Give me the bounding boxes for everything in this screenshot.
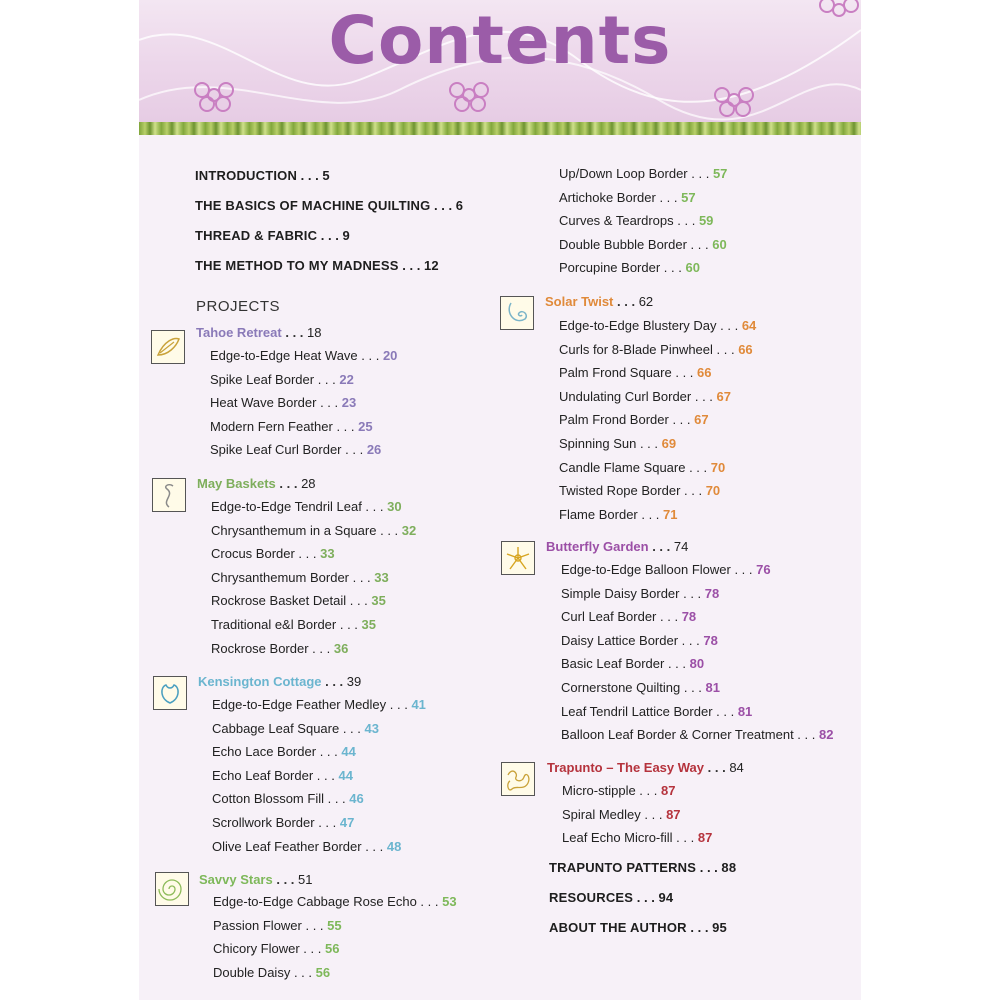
toc-entry[interactable] bbox=[212, 744, 356, 759]
toc-entry-leader: . . . bbox=[376, 523, 402, 538]
toc-entry-leader: . . . bbox=[314, 815, 340, 830]
section-title[interactable] bbox=[196, 325, 322, 340]
toc-entry-leader: . . . bbox=[314, 372, 340, 387]
toc-entry-label: Heat Wave Border bbox=[210, 395, 317, 410]
toc-entry-label: Porcupine Border bbox=[559, 260, 661, 275]
toc-entry-label: Double Bubble Border bbox=[559, 237, 687, 252]
toc-entry-leader: . . . bbox=[386, 697, 412, 712]
toc-entry-label: Curl Leaf Border bbox=[561, 609, 657, 624]
section-title-leader: . . . bbox=[281, 325, 308, 340]
toc-entry-page-number: 44 bbox=[341, 744, 356, 759]
toc-entry-page-number: 81 bbox=[737, 704, 753, 719]
toc-entry[interactable] bbox=[559, 365, 712, 380]
toc-entry-page-number: 87 bbox=[697, 830, 713, 845]
toc-entry[interactable] bbox=[213, 941, 339, 956]
contents-page bbox=[139, 0, 861, 1000]
toc-top-item-label: INTRODUCTION bbox=[195, 168, 298, 183]
section-title-page-number: 62 bbox=[638, 294, 654, 309]
toc-entry-label: Cabbage Leaf Square bbox=[212, 721, 340, 736]
toc-entry-page-number: 41 bbox=[411, 697, 426, 712]
toc-entry-label: Chrysanthemum in a Square bbox=[211, 523, 377, 538]
toc-entry-leader: . . . bbox=[656, 609, 682, 624]
toc-entry-leader: . . . bbox=[672, 830, 698, 845]
toc-entry-page-number: 43 bbox=[364, 721, 379, 736]
toc-entry[interactable] bbox=[210, 348, 397, 363]
toc-entry-label: Rockrose Border bbox=[211, 641, 309, 656]
toc-end-item-label: RESOURCES bbox=[549, 890, 634, 905]
toc-entry-leader: . . . bbox=[687, 166, 713, 181]
toc-entry-leader: . . . bbox=[671, 365, 698, 380]
section-title[interactable] bbox=[197, 476, 316, 491]
toc-entry-label: Leaf Tendril Lattice Border bbox=[561, 704, 713, 719]
toc-entry[interactable] bbox=[210, 372, 354, 387]
toc-entry-leader: . . . bbox=[635, 783, 661, 798]
toc-end-item[interactable] bbox=[549, 890, 673, 905]
toc-entry-label: Edge-to-Edge Cabbage Rose Echo bbox=[213, 894, 417, 909]
toc-entry-page-number: 33 bbox=[374, 570, 389, 585]
toc-entry-page-number: 44 bbox=[338, 768, 353, 783]
toc-entry-page-number: 70 bbox=[705, 483, 721, 498]
toc-entry[interactable] bbox=[559, 190, 696, 205]
toc-entry-page-number: 22 bbox=[339, 372, 354, 387]
toc-entry-leader: . . . bbox=[637, 507, 664, 522]
toc-entry-page-number: 48 bbox=[386, 839, 402, 854]
toc-entry-leader: . . . bbox=[673, 213, 699, 228]
section-title-page-number: 51 bbox=[298, 872, 313, 887]
toc-entry-leader: . . . bbox=[313, 768, 339, 783]
toc-entry-label: Echo Lace Border bbox=[212, 744, 317, 759]
toc-entry-leader: . . . bbox=[361, 839, 387, 854]
toc-entry-label: Artichoke Border bbox=[559, 190, 656, 205]
toc-entry-label: Up/Down Loop Border bbox=[559, 166, 688, 181]
toc-entry[interactable] bbox=[212, 791, 364, 806]
toc-entry[interactable] bbox=[561, 633, 718, 648]
section-thumbnail-spiral-rose-icon bbox=[155, 872, 189, 906]
toc-end-item-label: TRAPUNTO PATTERNS bbox=[549, 860, 697, 875]
toc-entry-leader: . . . bbox=[294, 546, 321, 561]
toc-entry[interactable] bbox=[559, 389, 731, 404]
toc-entry[interactable] bbox=[559, 436, 676, 451]
section-title[interactable] bbox=[546, 539, 688, 554]
toc-entry-leader: . . . bbox=[679, 586, 705, 601]
toc-entry-page-number: 87 bbox=[660, 783, 676, 798]
toc-entry[interactable] bbox=[561, 704, 752, 719]
toc-entry-label: Passion Flower bbox=[213, 918, 302, 933]
toc-entry[interactable] bbox=[561, 609, 696, 624]
toc-top-item-label: THE METHOD TO MY MADNESS bbox=[195, 258, 399, 273]
toc-entry-label: Olive Leaf Feather Border bbox=[212, 839, 362, 854]
toc-top-item-leader: . . . bbox=[297, 168, 323, 183]
toc-entry-page-number: 20 bbox=[382, 348, 398, 363]
toc-entry[interactable] bbox=[211, 523, 416, 538]
toc-entry-leader: . . . bbox=[336, 617, 362, 632]
toc-entry-label: Flame Border bbox=[559, 507, 638, 522]
toc-entry-page-number: 59 bbox=[698, 213, 714, 228]
toc-entry-leader: . . . bbox=[299, 941, 325, 956]
toc-entry-label: Simple Daisy Border bbox=[561, 586, 680, 601]
toc-entry[interactable] bbox=[559, 166, 727, 181]
toc-top-item-label: THREAD & FABRIC bbox=[195, 228, 318, 243]
toc-top-item[interactable] bbox=[195, 228, 350, 243]
toc-entry[interactable] bbox=[213, 918, 342, 933]
section-thumbnail-lily-flower-icon bbox=[501, 541, 535, 575]
toc-entry[interactable] bbox=[210, 442, 381, 457]
toc-entry-label: Edge-to-Edge Tendril Leaf bbox=[211, 499, 362, 514]
toc-entry-leader: . . . bbox=[686, 237, 713, 252]
toc-entry-label: Cotton Blossom Fill bbox=[212, 791, 324, 806]
toc-end-item[interactable] bbox=[549, 860, 736, 875]
toc-entry[interactable] bbox=[559, 213, 713, 228]
toc-entry-leader: . . . bbox=[678, 633, 704, 648]
toc-entry-leader: . . . bbox=[636, 436, 662, 451]
section-title-label: Butterfly Garden bbox=[546, 539, 649, 554]
toc-entry[interactable] bbox=[212, 721, 379, 736]
toc-entry-page-number: 46 bbox=[349, 791, 364, 806]
toc-end-item-label: ABOUT THE AUTHOR bbox=[549, 920, 687, 935]
section-title-leader: . . . bbox=[275, 476, 302, 491]
toc-entry-page-number: 56 bbox=[324, 941, 340, 956]
toc-entry-label: Double Daisy bbox=[213, 965, 291, 980]
toc-entry-label: Spike Leaf Border bbox=[210, 372, 315, 387]
toc-entry[interactable] bbox=[212, 768, 353, 783]
section-title-label: Tahoe Retreat bbox=[196, 325, 282, 340]
toc-entry-leader: . . . bbox=[416, 894, 443, 909]
toc-entry-page-number: 66 bbox=[738, 342, 753, 357]
toc-entry[interactable] bbox=[211, 546, 335, 561]
toc-entry-leader: . . . bbox=[323, 791, 350, 806]
toc-entry-label: Micro-stipple bbox=[562, 783, 636, 798]
section-title-leader: . . . bbox=[321, 674, 347, 689]
toc-end-item-leader: . . . bbox=[633, 890, 659, 905]
toc-entry[interactable] bbox=[561, 680, 720, 695]
toc-entry-page-number: 76 bbox=[756, 562, 771, 577]
toc-entry[interactable] bbox=[211, 499, 402, 514]
toc-entry-label: Edge-to-Edge Feather Medley bbox=[212, 697, 387, 712]
toc-entry-label: Curls for 8-Blade Pinwheel bbox=[559, 342, 713, 357]
toc-entry-page-number: 82 bbox=[818, 727, 834, 742]
toc-entry-label: Traditional e&l Border bbox=[211, 617, 337, 632]
section-thumbnail-swirl-icon bbox=[500, 296, 534, 330]
toc-entry[interactable] bbox=[559, 237, 727, 252]
toc-entry[interactable] bbox=[212, 697, 426, 712]
toc-entry-label: Palm Frond Border bbox=[559, 412, 669, 427]
toc-entry-page-number: 53 bbox=[442, 894, 457, 909]
page-title: Contents bbox=[328, 2, 672, 79]
toc-top-item-page-number: 6 bbox=[455, 198, 464, 213]
section-title-page-number: 74 bbox=[673, 539, 689, 554]
section-title-page-number: 18 bbox=[307, 325, 322, 340]
toc-entry-page-number: 80 bbox=[689, 656, 705, 671]
section-title-label: Kensington Cottage bbox=[198, 674, 322, 689]
toc-entry-label: Chrysanthemum Border bbox=[211, 570, 349, 585]
toc-entry-page-number: 66 bbox=[697, 365, 712, 380]
projects-heading: PROJECTS bbox=[196, 298, 281, 315]
toc-entry-label: Undulating Curl Border bbox=[559, 389, 692, 404]
section-thumbnail-fern-leaf-icon bbox=[151, 330, 185, 364]
toc-entry-page-number: 35 bbox=[361, 617, 377, 632]
toc-entry-leader: . . . bbox=[680, 680, 706, 695]
toc-entry-label: Daisy Lattice Border bbox=[561, 633, 679, 648]
toc-entry-page-number: 78 bbox=[703, 633, 718, 648]
section-title-label: May Baskets bbox=[197, 476, 276, 491]
toc-entry-page-number: 67 bbox=[694, 412, 709, 427]
toc-entry[interactable] bbox=[559, 460, 725, 475]
toc-top-item-page-number: 12 bbox=[423, 258, 439, 273]
toc-end-item-page-number: 88 bbox=[721, 860, 737, 875]
toc-entry-label: Edge-to-Edge Blustery Day bbox=[559, 318, 717, 333]
section-title[interactable] bbox=[545, 294, 653, 309]
section-title-leader: . . . bbox=[704, 760, 730, 775]
toc-top-item-leader: . . . bbox=[317, 228, 343, 243]
toc-top-item-leader: . . . bbox=[398, 258, 424, 273]
toc-entry-leader: . . . bbox=[793, 727, 819, 742]
toc-entry-page-number: 57 bbox=[712, 166, 728, 181]
toc-entry-label: Edge-to-Edge Balloon Flower bbox=[561, 562, 731, 577]
toc-entry[interactable] bbox=[210, 395, 356, 410]
toc-entry[interactable] bbox=[211, 617, 376, 632]
toc-entry-label: Edge-to-Edge Heat Wave bbox=[210, 348, 358, 363]
leaf-border-strip bbox=[139, 122, 861, 135]
section-title-page-number: 39 bbox=[346, 674, 362, 689]
toc-entry-leader: . . . bbox=[341, 442, 367, 457]
toc-entry[interactable] bbox=[212, 839, 401, 854]
toc-entry-label: Crocus Border bbox=[211, 546, 295, 561]
header-banner bbox=[139, 0, 861, 122]
toc-entry-label: Twisted Rope Border bbox=[559, 483, 681, 498]
toc-entry-label: Palm Frond Square bbox=[559, 365, 672, 380]
toc-entry[interactable] bbox=[559, 483, 720, 498]
toc-entry-page-number: 33 bbox=[320, 546, 335, 561]
section-title-label: Savvy Stars bbox=[199, 872, 273, 887]
toc-end-item[interactable] bbox=[549, 920, 727, 935]
toc-top-item-page-number: 9 bbox=[342, 228, 350, 243]
toc-top-item-label: THE BASICS OF MACHINE QUILTING bbox=[195, 198, 431, 213]
toc-entry[interactable] bbox=[210, 419, 373, 434]
toc-entry-page-number: 70 bbox=[710, 460, 726, 475]
toc-entry[interactable] bbox=[559, 507, 678, 522]
toc-entry-label: Spinning Sun bbox=[559, 436, 637, 451]
toc-top-item[interactable] bbox=[195, 198, 463, 213]
toc-entry-page-number: 47 bbox=[339, 815, 355, 830]
toc-end-item-leader: . . . bbox=[686, 920, 713, 935]
section-title-leader: . . . bbox=[613, 294, 639, 309]
toc-entry[interactable] bbox=[562, 830, 712, 845]
toc-end-item-leader: . . . bbox=[696, 860, 722, 875]
toc-top-item-page-number: 5 bbox=[322, 168, 330, 183]
toc-entry-page-number: 55 bbox=[327, 918, 342, 933]
toc-entry-leader: . . . bbox=[640, 807, 667, 822]
toc-entry-leader: . . . bbox=[357, 348, 383, 363]
toc-entry-page-number: 25 bbox=[358, 419, 373, 434]
toc-entry-label: Spiral Medley bbox=[562, 807, 641, 822]
toc-entry-page-number: 60 bbox=[712, 237, 727, 252]
toc-entry[interactable] bbox=[559, 342, 753, 357]
toc-entry-label: Basic Leaf Border bbox=[561, 656, 665, 671]
section-thumbnail-tendril-icon bbox=[152, 478, 186, 512]
toc-entry-page-number: 69 bbox=[661, 436, 677, 451]
toc-entry-page-number: 60 bbox=[685, 260, 700, 275]
toc-entry-page-number: 30 bbox=[387, 499, 402, 514]
toc-entry-leader: . . . bbox=[668, 412, 695, 427]
toc-entry-page-number: 78 bbox=[681, 609, 697, 624]
toc-entry-label: Candle Flame Square bbox=[559, 460, 686, 475]
toc-entry[interactable] bbox=[562, 783, 675, 798]
toc-entry[interactable] bbox=[561, 562, 771, 577]
toc-entry-leader: . . . bbox=[685, 460, 711, 475]
section-title[interactable] bbox=[547, 760, 744, 775]
toc-entry-label: Chicory Flower bbox=[213, 941, 300, 956]
toc-entry-page-number: 36 bbox=[333, 641, 349, 656]
toc-entry[interactable] bbox=[211, 570, 389, 585]
toc-entry-leader: . . . bbox=[361, 499, 388, 514]
toc-entry-leader: . . . bbox=[349, 570, 375, 585]
toc-entry-page-number: 87 bbox=[666, 807, 681, 822]
toc-entry-page-number: 56 bbox=[315, 965, 331, 980]
toc-entry[interactable] bbox=[561, 656, 704, 671]
toc-entry-page-number: 71 bbox=[663, 507, 678, 522]
toc-entry-page-number: 67 bbox=[716, 389, 731, 404]
toc-entry-page-number: 35 bbox=[371, 593, 386, 608]
toc-entry-leader: . . . bbox=[712, 704, 738, 719]
toc-entry[interactable] bbox=[561, 727, 833, 742]
toc-entry[interactable] bbox=[559, 260, 700, 275]
toc-entry[interactable] bbox=[211, 641, 348, 656]
toc-entry-page-number: 64 bbox=[741, 318, 757, 333]
section-title-leader: . . . bbox=[648, 539, 674, 554]
toc-entry-label: Curves & Teardrops bbox=[559, 213, 674, 228]
toc-entry-leader: . . . bbox=[339, 721, 365, 736]
toc-entry-leader: . . . bbox=[712, 342, 739, 357]
toc-entry[interactable] bbox=[211, 593, 386, 608]
section-title[interactable] bbox=[199, 872, 313, 887]
toc-entry-leader: . . . bbox=[316, 744, 342, 759]
toc-entry-leader: . . . bbox=[346, 593, 372, 608]
toc-entry-page-number: 23 bbox=[341, 395, 357, 410]
toc-entry[interactable] bbox=[562, 807, 681, 822]
toc-entry-page-number: 57 bbox=[681, 190, 696, 205]
toc-entry-label: Modern Fern Feather bbox=[210, 419, 333, 434]
toc-entry-page-number: 26 bbox=[366, 442, 382, 457]
toc-entry-leader: . . . bbox=[730, 562, 757, 577]
section-thumbnail-tulip-icon bbox=[153, 676, 187, 710]
toc-entry-leader: . . . bbox=[716, 318, 742, 333]
toc-entry-label: Balloon Leaf Border & Corner Treatment bbox=[561, 727, 794, 742]
toc-entry[interactable] bbox=[561, 586, 719, 601]
toc-entry-page-number: 78 bbox=[704, 586, 720, 601]
toc-entry-leader: . . . bbox=[680, 483, 706, 498]
toc-entry-leader: . . . bbox=[655, 190, 682, 205]
toc-entry-label: Scrollwork Border bbox=[212, 815, 315, 830]
toc-entry[interactable] bbox=[559, 318, 756, 333]
section-thumbnail-stipple-icon bbox=[501, 762, 535, 796]
toc-entry[interactable] bbox=[213, 965, 330, 980]
toc-entry-page-number: 32 bbox=[401, 523, 417, 538]
section-title-page-number: 28 bbox=[301, 476, 316, 491]
toc-end-item-page-number: 95 bbox=[712, 920, 727, 935]
toc-entry-leader: . . . bbox=[691, 389, 717, 404]
toc-entry-label: Cornerstone Quilting bbox=[561, 680, 681, 695]
toc-entry-leader: . . . bbox=[290, 965, 316, 980]
toc-entry-label: Echo Leaf Border bbox=[212, 768, 314, 783]
toc-entry-label: Spike Leaf Curl Border bbox=[210, 442, 342, 457]
toc-top-item-leader: . . . bbox=[430, 198, 456, 213]
toc-entry[interactable] bbox=[559, 412, 709, 427]
section-title[interactable] bbox=[198, 674, 361, 689]
toc-entry-leader: . . . bbox=[332, 419, 359, 434]
toc-top-item[interactable] bbox=[195, 168, 330, 183]
section-title-label: Solar Twist bbox=[545, 294, 614, 309]
toc-entry-leader: . . . bbox=[308, 641, 334, 656]
toc-entry-leader: . . . bbox=[301, 918, 328, 933]
toc-entry[interactable] bbox=[212, 815, 354, 830]
toc-end-item-page-number: 94 bbox=[658, 890, 674, 905]
section-title-page-number: 84 bbox=[729, 760, 744, 775]
toc-entry-leader: . . . bbox=[660, 260, 686, 275]
toc-entry-page-number: 81 bbox=[705, 680, 720, 695]
toc-entry[interactable] bbox=[213, 894, 457, 909]
section-title-label: Trapunto – The Easy Way bbox=[547, 760, 705, 775]
toc-entry-leader: . . . bbox=[664, 656, 690, 671]
toc-entry-label: Rockrose Basket Detail bbox=[211, 593, 347, 608]
section-title-leader: . . . bbox=[272, 872, 299, 887]
toc-entry-leader: . . . bbox=[316, 395, 342, 410]
toc-top-item[interactable] bbox=[195, 258, 439, 273]
toc-entry-label: Leaf Echo Micro-fill bbox=[562, 830, 673, 845]
